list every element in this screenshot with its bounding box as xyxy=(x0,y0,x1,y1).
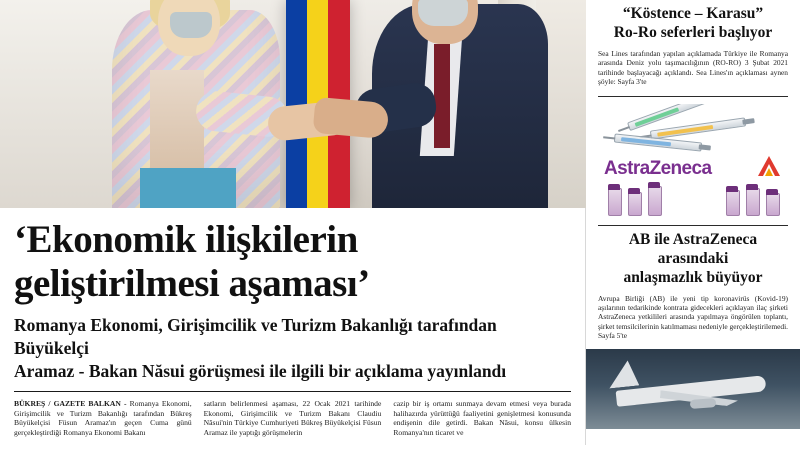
astrazeneca-logo: AstraZeneca xyxy=(598,156,788,180)
divider xyxy=(598,96,788,97)
astrazeneca-mark-icon xyxy=(756,154,782,178)
article-text-1: Romanya Ekonomi, Girişimcilik ve Turizm Bakanlığı tarafından Bükreş Büyükelçisi Füsun Aramaz'ın geçen Cuma günü gerçekleştirdiği Romanya Ekonomi Bakanı xyxy=(14,399,192,437)
airplane-tail xyxy=(607,359,640,388)
vaccine-vial-icon xyxy=(726,190,740,216)
vaccine-vial-icon xyxy=(746,188,760,216)
person-left-skirt xyxy=(140,168,236,208)
roro-title-line-2: Ro-Ro seferleri başlıyor xyxy=(613,24,773,41)
vaccine-vial-icon xyxy=(608,188,622,216)
article-column-3 xyxy=(393,399,571,461)
sidebar-item-astrazeneca-story[interactable] xyxy=(586,230,800,341)
page-title xyxy=(14,218,571,306)
byline: BÜKREŞ / GAZETE BALKAN - xyxy=(14,399,127,408)
article-text-2: satların belirlenmesi aşaması, 22 Ocak 2021 tarihinde Ekonomi, Girişimcilik ve Turizm Bakanı Claudiu Năsui'nin Türkiye Cumhuriyeti Bükreş Büyükelçisi Füsun Aramaz ile yaptığı görüşmelerin xyxy=(203,399,382,437)
subheadline-line-1: Romanya Ekonomi, Girişimcilik ve Turizm Bakanlığı tarafından Büyükelçi xyxy=(14,315,497,358)
astrazeneca-story-title xyxy=(598,230,788,287)
airplane-photo xyxy=(586,349,800,429)
syringe-icon xyxy=(650,117,746,139)
syringe-group xyxy=(598,104,788,156)
subheadline-line-2: Aramaz - Bakan Năsui görüşmesi ile ilgili bir açıklama yayınlandı xyxy=(14,361,507,381)
sidebar xyxy=(586,0,800,445)
headline-line-2: geliştirilmesi aşaması’ xyxy=(14,262,370,305)
roro-body: Sea Lines tarafından yapılan açıklamada Türkiye ile Romanya arasında Deniz yolu taşımacılığının (RO-RO) 3 Şubat 2021 tarihinde başlayacağı açıklandı. Sea Lines'ın açıklaması aynen şöyle: Sayfa 3'te xyxy=(598,49,788,87)
astrazeneca-story-body: Avrupa Birliği (AB) ile yeni tip koronavirüs (Kovid-19) aşılarının tedarikinde kontrata gidecekleri açıklayan ilaç şirketi AstraZeneca yetkilileri arasında yapılmaya öngörülen toplantı, şirket temsilcilerinin katılmaması nedeniyle gerçekleştirilemedi. Sayfa 5'te xyxy=(598,293,788,341)
roro-title-line-1: “Köstence – Karasu” xyxy=(622,5,764,22)
az-title-line-3: anlaşmazlık büyüyor xyxy=(623,268,763,286)
vaccine-vial-group xyxy=(598,182,788,216)
face-mask-icon xyxy=(170,12,212,38)
sidebar-item-roro[interactable] xyxy=(586,4,800,87)
divider xyxy=(598,225,788,226)
az-title-line-2: arasındaki xyxy=(657,249,729,267)
roro-title xyxy=(598,4,788,42)
handshake-icon xyxy=(268,96,388,148)
vaccine-vial-icon xyxy=(628,192,642,216)
article-column-2 xyxy=(204,399,382,461)
astrazeneca-illustration xyxy=(586,104,800,216)
subheadline xyxy=(14,314,571,383)
article-body xyxy=(0,392,585,461)
handshake-photo xyxy=(0,0,586,208)
face-mask-icon xyxy=(418,0,468,26)
person-right-tie xyxy=(434,44,450,148)
article-text-3: cazip bir iş ortamı sunmaya devam etmesi veya burada halihazırda yürüttüğü faaliyetini genişletmesi konusunda endişenin dile getirdi. Bakan Năsui, konsu ülkesin Romanya'nın ticaret ve xyxy=(393,399,572,437)
az-title-line-1: AB ile AstraZeneca xyxy=(628,230,758,248)
vaccine-vial-icon xyxy=(648,186,662,216)
vaccine-vial-icon xyxy=(766,193,780,216)
airplane-engine xyxy=(690,398,717,409)
article-column-1 xyxy=(14,399,192,461)
headline-block xyxy=(0,208,585,383)
headline-line-1: ‘Ekonomik ilişkilerin xyxy=(14,218,358,261)
